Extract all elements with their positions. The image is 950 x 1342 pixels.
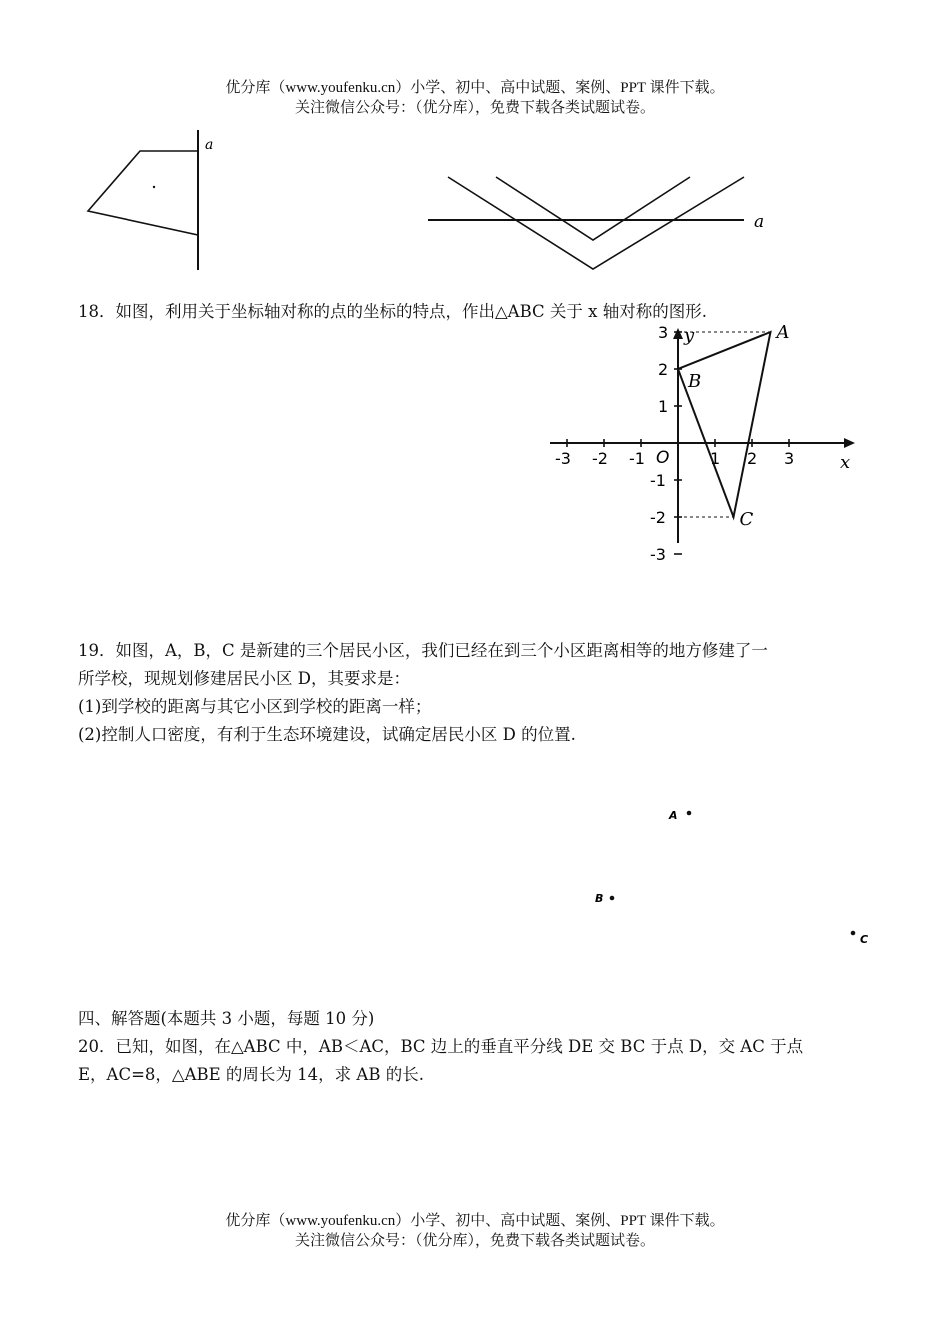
question-19-line-3: (1)到学校的距离与其它小区到学校的距离一样；	[78, 697, 432, 716]
footer-line-2: 关注微信公众号：（优分库），免费下载各类试题试卷。	[294, 1233, 655, 1249]
fig17-left-quadrilateral	[80, 125, 230, 275]
question-20-line-2: E，AC=8，△ABE 的周长为 14，求 AB 的长.	[78, 1065, 424, 1084]
page-header	[0, 78, 950, 118]
point-c	[851, 931, 856, 936]
inner-v	[496, 177, 690, 240]
section-4-title: 四、解答题(本题共 3 小题，每题 10 分)	[78, 1009, 375, 1028]
y-axis-arrow	[673, 328, 683, 339]
point-label-a: A	[669, 809, 678, 822]
center-dot	[153, 186, 155, 188]
x-tick-label: -2	[592, 449, 608, 468]
axis-label-a: a	[205, 137, 214, 153]
triangle-abc	[678, 332, 771, 517]
point-b	[610, 896, 615, 901]
x-tick-label: -3	[555, 449, 571, 468]
point-label-a: A	[776, 322, 790, 343]
x-tick-label: 1	[710, 449, 721, 468]
point-label-b: B	[688, 371, 702, 392]
point-label-c: C	[739, 509, 754, 530]
header-line-2: 关注微信公众号：（优分库），免费下载各类试题试卷。	[294, 100, 655, 116]
question-18: 18．如图，利用关于坐标轴对称的点的坐标的特点，作出△ABC 关于 x 轴对称的图形.	[78, 302, 707, 321]
x-tick-label: -1	[629, 449, 645, 468]
y-tick-label: 1	[658, 397, 669, 416]
header-line-1: 优分库（www.youfenku.cn）小学、初中、高中试题、案例、PPT 课件下载。	[225, 80, 725, 96]
question-19	[78, 637, 878, 749]
footer-line-1: 优分库（www.youfenku.cn）小学、初中、高中试题、案例、PPT 课件下载。	[225, 1213, 725, 1229]
y-tick-label: -3	[650, 545, 666, 564]
axis-label-a: a	[754, 212, 765, 232]
point-label-c: C	[860, 933, 869, 946]
question-19-line-1: 19．如图，A，B，C 是新建的三个居民小区，我们已经在到三个小区距离相等的地方修建了一	[78, 641, 768, 660]
question-19-line-4: (2)控制人口密度，有利于生态环境建设，试确定居民小区 D 的位置.	[78, 725, 576, 744]
x-tick-label: 3	[784, 449, 795, 468]
page-footer	[0, 1211, 950, 1251]
outer-v	[448, 177, 744, 269]
q18-coordinate-graph	[545, 322, 865, 564]
question-19-line-2: 所学校，现规划修建居民小区 D，其要求是：	[78, 669, 410, 688]
point-label-b: B	[595, 892, 604, 905]
question-20-line-1: 20．已知，如图，在△ABC 中，AB＜AC，BC 边上的垂直平分线 DE 交 BC 于点 D，交 AC 于点	[78, 1037, 804, 1056]
quadrilateral	[88, 151, 198, 235]
x-axis-label: x	[840, 452, 851, 473]
y-tick-label: -2	[650, 508, 666, 527]
q19-points-figure	[590, 800, 880, 950]
y-tick-label: 2	[658, 360, 669, 379]
x-axis-arrow	[844, 438, 855, 448]
x-tick-label: 2	[747, 449, 758, 468]
y-axis-label: y	[684, 325, 695, 346]
origin-label: O	[656, 448, 670, 468]
y-tick-label: -1	[650, 471, 666, 490]
section-4	[78, 1005, 878, 1089]
fig17-right-v-shapes	[428, 172, 778, 277]
y-tick-label: 3	[658, 323, 669, 342]
point-a	[687, 811, 692, 816]
